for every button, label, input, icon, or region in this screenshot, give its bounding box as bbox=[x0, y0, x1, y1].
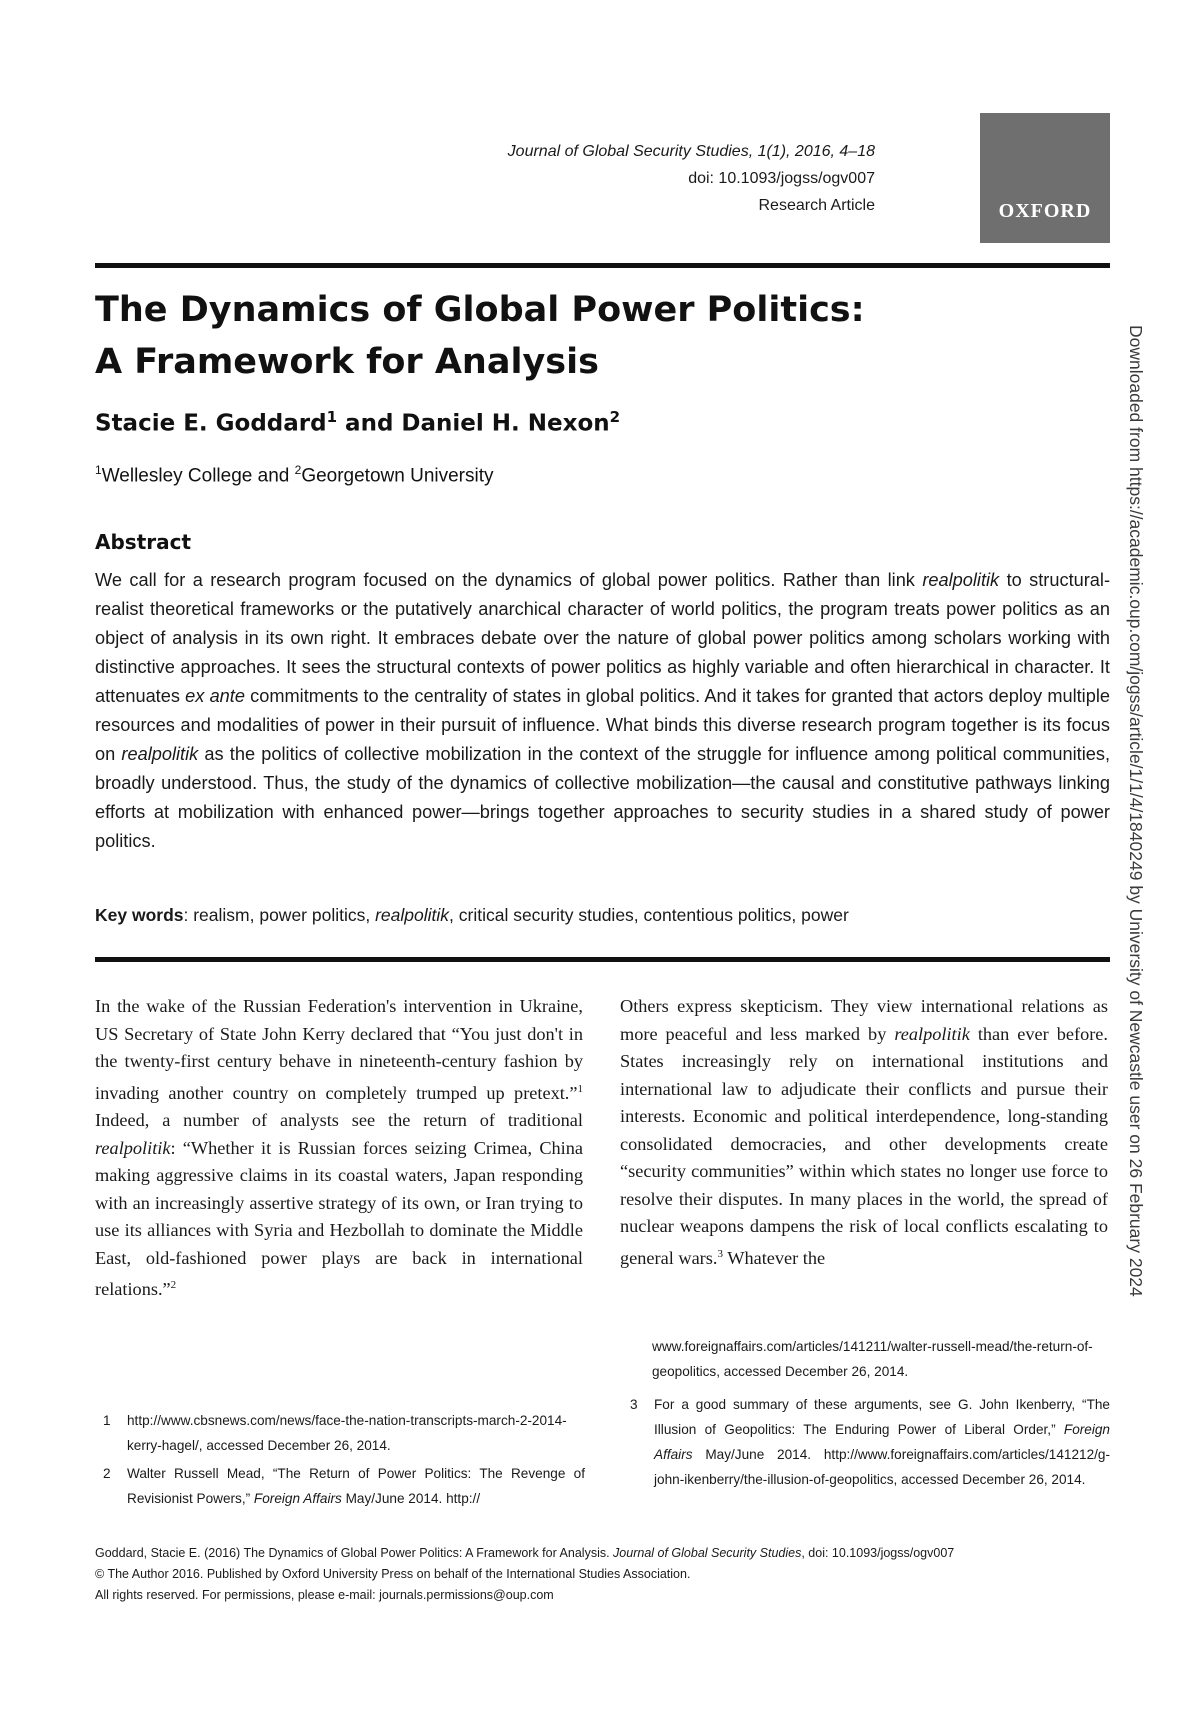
download-watermark: Downloaded from https://academic.oup.com/jogss/article/1/1/4/1840249 by University of Newcastle user on 26 February 2024 bbox=[1126, 325, 1146, 1297]
footnote-2: 2 Walter Russell Mead, “The Return of Power Politics: The Revenge of Revisionist Powers,” Foreign Affairs May/June 2014. http:// bbox=[95, 1461, 585, 1511]
footnote-2-continued bbox=[622, 1334, 1110, 1384]
affil-georgetown: Georgetown University bbox=[301, 465, 494, 487]
author-affil-mark: 1 bbox=[326, 408, 338, 426]
footnote-number: 2 bbox=[103, 1466, 111, 1481]
footnotes-left bbox=[95, 1408, 585, 1511]
footnote-ref[interactable]: 1 bbox=[577, 1082, 583, 1095]
oxford-logo-text: OXFORD bbox=[998, 200, 1092, 222]
top-divider bbox=[95, 263, 1110, 268]
oxford-logo bbox=[980, 113, 1110, 243]
affil-mark: 1 bbox=[95, 463, 102, 477]
footnote-1 bbox=[95, 1408, 585, 1458]
author-affil-mark: 2 bbox=[609, 408, 621, 426]
author-nexon: Daniel H. Nexon bbox=[401, 410, 610, 437]
keywords-label: Key words bbox=[95, 905, 184, 925]
journal-header bbox=[508, 138, 875, 219]
footnote-number: 3 bbox=[630, 1397, 638, 1412]
rights-line: All rights reserved. For permissions, please e-mail: journals.permissions@oup.com bbox=[95, 1588, 554, 1602]
body-column-left: In the wake of the Russian Federation's intervention in Ukraine, US Secretary of State John Kerry declared that “You just don't in the twenty-first century behave in nineteenth-century fashion by invading another country on completely trumped up pretext.”$^1$ Indeed, a number of analysts see the return of traditional realpolitik: “Whether it is Russian forces seizing Crimea, China making aggressive claims in its coastal waters, Japan responding with an increasingly assertive strategy of its own, or Iran trying to use its alliances with Syria and Hezbollah to dominate the Middle East, old-fashioned power plays are back in international relations.”$^2$ bbox=[95, 996, 583, 1300]
title-line-2: A Framework for Analysis bbox=[95, 342, 599, 382]
copyright-line: © The Author 2016. Published by Oxford University Press on behalf of the International Studies Association. bbox=[95, 1567, 691, 1581]
affiliations bbox=[95, 463, 494, 487]
author-connector: and bbox=[337, 410, 402, 437]
doi-line[interactable]: doi: 10.1093/jogss/ogv007 bbox=[688, 170, 875, 187]
section-divider bbox=[95, 957, 1110, 962]
article-title bbox=[95, 284, 1095, 388]
journal-citation-line: Journal of Global Security Studies, 1(1), 2016, 4–18 bbox=[507, 143, 875, 160]
footnote-ref[interactable]: 3 bbox=[717, 1247, 723, 1260]
author-goddard: Stacie E. Goddard bbox=[95, 410, 327, 437]
abstract-heading: Abstract bbox=[95, 530, 192, 554]
author-list bbox=[95, 408, 620, 437]
footnote-link[interactable]: www.foreignaffairs.com/articles/141211/walter-russell-mead/the-return-of-geopolitics, accessed December 26, 2014. bbox=[652, 1339, 1093, 1379]
body-column-right: Others express skepticism. They view international relations as more peaceful and less marked by realpolitik than ever before. States increasingly rely on international institutions and international law to adjudicate their conflicts and pursue their interests. Economic and political interdependence, long-standing consolidated democracies, and other developments create “security communities” within which states no longer use force to resolve their disputes. In many places in the world, the spread of nuclear weapons dampens the risk of local conflicts escalating to general wars.$^3$ Whatever the bbox=[620, 996, 1108, 1268]
footnotes-right bbox=[622, 1392, 1110, 1492]
affil-mark: 2 bbox=[294, 463, 302, 477]
citation-line: Goddard, Stacie E. (2016) The Dynamics of Global Power Politics: A Framework for Analysis. Journal of Global Security Studies, doi: 10.1093/jogss/ogv007 bbox=[95, 1546, 955, 1560]
abstract-text: We call for a research program focused on the dynamics of global power politics. Rather than link realpolitik to structural-realist theoretical frameworks or the putatively anarchical character of world politics, the program treats power politics as an object of analysis in its own right. It embraces debate over the nature of global power politics among scholars working with distinctive approaches. It sees the structural contexts of power politics as highly variable and often hierarchical in character. It attenuates ex ante commitments to the centrality of states in global politics. And it takes for granted that actors deploy multiple resources and modalities of power in their pursuit of influence. What binds this diverse research program together is its focus on realpolitik as the politics of collective mobilization in the context of the struggle for influence among political communities, broadly understood. Thus, the study of the dynamics of collective mobilization—the causal and constitutive pathways linking efforts at mobilization with enhanced power—brings together approaches to security studies in a shared study of power politics. bbox=[95, 570, 1111, 851]
citation-footer bbox=[95, 1543, 1110, 1606]
keywords: Key words: realism, power politics, realpolitik, critical security studies, contentious politics, power bbox=[95, 905, 849, 925]
footnote-link[interactable]: http://www.cbsnews.com/news/face-the-nation-transcripts-march-2-2014-kerry-hagel/, accessed December 26, 2014. bbox=[127, 1413, 567, 1453]
footnote-3: 3 For a good summary of these arguments, see G. John Ikenberry, “The Illusion of Geopolitics: The Enduring Power of Liberal Order,” Foreign Affairs May/June 2014. http://www.foreignaffairs.com/articles/141212/g-john-ikenberry/the-illusion-of-geopolitics, accessed December 26, 2014. bbox=[622, 1392, 1110, 1492]
footnote-number: 1 bbox=[103, 1413, 111, 1428]
footnote-ref[interactable]: 2 bbox=[170, 1279, 177, 1292]
affil-wellesley: Wellesley College and bbox=[101, 465, 295, 487]
title-line-1: The Dynamics of Global Power Politics: bbox=[95, 290, 865, 330]
article-type: Research Article bbox=[758, 197, 875, 214]
